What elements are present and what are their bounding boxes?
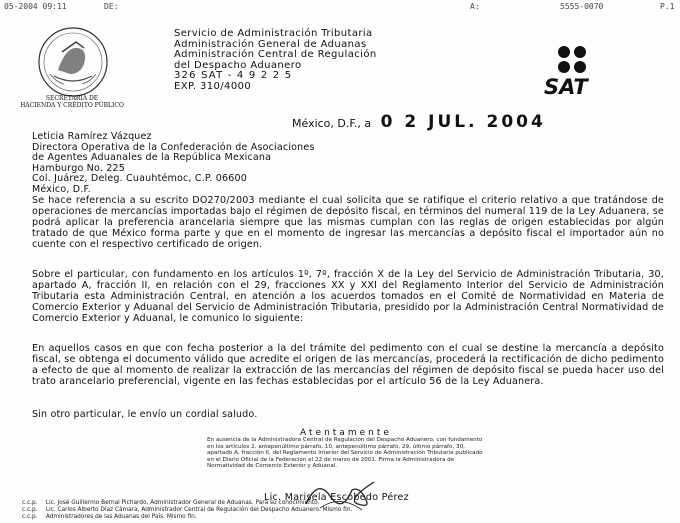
ccp-text: Lic. José Guillermo Bernal Pichardo, Administrador General de Aduanas. Para su conocimiento. xyxy=(45,500,320,506)
agency-header xyxy=(174,29,377,92)
header-expediente: EXP. 310/4000 xyxy=(174,80,252,92)
date-stamp: 0 2 JUL. 2004 xyxy=(380,112,546,132)
body-paragraph-1: Se hace referencia a su escrito DO270/2003 mediante el cual solicita que se ratifique el criterio relativo a que tratándose de operaciones de mercancías importadas bajo el régimen de depósito fiscal, en términos del numeral 119 de la Ley Aduanera, se podrá aplicar la preferencia arancelaria siempre que las mismas cumplan con las reglas de origen establecidas por algún tratado de que México forma parte y que en el momento de ingresar las mercancías a depósito fiscal el importador aún no cuente con el respectivo certificado de origen. xyxy=(32,195,664,250)
header-line-2: Administración General de Aduanas xyxy=(174,38,367,50)
recipient-block xyxy=(32,132,315,196)
ccp-item xyxy=(22,514,352,521)
ccp-label: c.c.p. xyxy=(22,500,38,506)
signature-legal-reference: En ausencia de la Administradora Central de Regulación del Despacho Aduanero, con fundamento en los artículos 2, antepenúltimo párrafo, 10, antepenúltimo párrafo, 29, último párrafo, 30, apartado A, fracción II, del Reglamento Interior del Servicio de Administración Tributaria publicado en el Diario Oficial de la Federación el 22 de marzo de 2001. Firma la Administradora de Normatividad de Comercio Exterior y Aduanal. xyxy=(207,437,483,470)
seal-caption-line2: HACIENDA Y CRÉDITO PÚBLICO xyxy=(20,102,124,109)
fax-page: P.1 xyxy=(660,2,675,11)
recipient-city: México, D.F. xyxy=(32,183,91,195)
signer-name: Lic. Marisela Escobedo Pérez xyxy=(264,492,409,503)
ccp-list xyxy=(22,500,352,521)
fax-timestamp: 05-2004 09:11 xyxy=(4,2,67,11)
ccp-label: c.c.p. xyxy=(22,514,38,520)
fax-from-code: DE: xyxy=(104,2,119,11)
closing-atentamente: Atentamente xyxy=(300,428,392,438)
header-line-1: Servicio de Administración Tributaria xyxy=(174,28,373,39)
sat-logo-icon xyxy=(540,42,620,100)
header-line-4: del Despacho Aduanero xyxy=(174,59,302,71)
recipient-street: Hamburgo No. 225 xyxy=(32,162,125,174)
fax-transmission-header xyxy=(0,0,680,14)
body-paragraph-2: Sobre el particular, con fundamento en los artículos 1º, 7º, fracción X de la Ley del Servicio de Administración Tributaria, 30, apartado A, fracción II, en relación con el 29, fracciones XX y XXI del Reglamento Interior del Servicio de Administración Tributaria esta Administración Central, en atención a los acuerdos tomados en el Comité de Normatividad en Materia de Comercio Exterior y Aduanal del Servicio de Administración Tributaria, presidido por la Administración Central Normatividad de Comercio Exterior y Aduanal, le comunico lo siguiente: xyxy=(32,269,664,324)
ccp-item xyxy=(22,507,352,514)
header-oficio-number: 326 SAT - 4 9 2 2 5 xyxy=(174,70,293,81)
seal-caption-line1: SECRETARÍA DE xyxy=(45,95,99,102)
ccp-item xyxy=(22,500,352,507)
fax-number: 5555-0070 xyxy=(560,2,604,11)
sat-logo-text: SAT xyxy=(544,75,588,99)
ccp-text: Administradores de las Aduanas del País. Mismo fin. xyxy=(45,514,197,520)
fax-to-code: A: xyxy=(470,2,480,11)
recipient-title-2: de Agentes Aduanales de la República Mexicana xyxy=(32,152,272,164)
recipient-colonia: Col. Juárez, Deleg. Cuauhtémoc, C.P. 06600 xyxy=(32,173,248,185)
date-place: México, D.F., a xyxy=(292,117,372,130)
recipient-name: Leticia Ramírez Vázquez xyxy=(32,131,152,142)
body-paragraph-3: En aquellos casos en que con fecha posterior a la del trámite del pedimento con el cual se destine la mercancía a depósito fiscal, se obtenga el documento válido que acredite el origen de las mercancías, procederá la rectificación de dicho pedimento a efecto de que al momento de realizar la extracción de las mercancías del régimen de depósito fiscal se pueda hacer uso del trato arancelario preferencial, vigente en las fechas establecidas por el artículo 56 de la Ley Aduanera. xyxy=(32,343,664,387)
header-line-3: Administración Central de Regulación xyxy=(174,49,377,60)
ccp-label: c.c.p. xyxy=(22,507,38,513)
body-paragraph-4: Sin otro particular, le envío un cordial saludo. xyxy=(32,409,258,420)
date-line xyxy=(292,112,546,132)
ccp-text: Lic. Carlos Alberto Díaz Cámara, Administrador Central de Regulación del Despacho Aduanero. Mismo fin. xyxy=(45,507,353,513)
seal-caption xyxy=(10,95,134,109)
recipient-title-1: Directora Operativa de la Confederación de Asociaciones xyxy=(32,141,315,153)
